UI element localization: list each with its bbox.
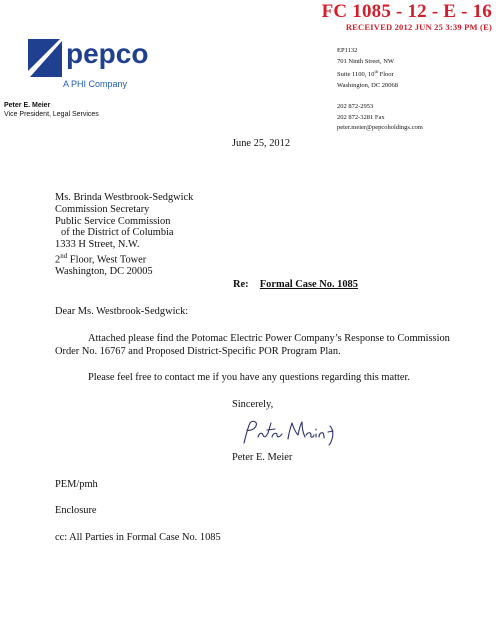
signer-title: Vice President, Legal Services bbox=[4, 111, 99, 118]
contact-block bbox=[337, 102, 423, 134]
address-city: Washington, DC 20068 bbox=[337, 81, 399, 89]
salutation: Dear Ms. Westbrook-Sedgwick: bbox=[55, 306, 189, 317]
recipient-city: Washington, DC 20005 bbox=[55, 266, 153, 278]
enclosure-note: Enclosure bbox=[55, 505, 97, 516]
signature-scribble bbox=[228, 413, 338, 453]
logo-tagline: A PHI Company bbox=[63, 79, 128, 89]
recipient-org-line2: of the District of Columbia bbox=[61, 227, 174, 239]
handwritten-signature bbox=[228, 413, 338, 453]
subject-line bbox=[233, 279, 358, 291]
recipient-floor: 2nd Floor, West Tower bbox=[55, 251, 147, 266]
email-address: peter.meier@pepcoholdings.com bbox=[337, 124, 423, 132]
body-paragraph-2: Please feel free to contact me if you have any questions regarding this matter. bbox=[88, 372, 410, 383]
closing: Sincerely, bbox=[232, 399, 274, 410]
body-paragraph-1-line-1: Attached please find the Potomac Electric Power Company’s Response to Commission bbox=[88, 333, 450, 344]
recipient-title: Commission Secretary bbox=[55, 203, 150, 215]
docket-stamp-code: FC 1085 - 12 - E - 16 bbox=[321, 1, 492, 22]
letter-date: June 25, 2012 bbox=[232, 138, 291, 149]
mail-stop: EP1132 bbox=[337, 47, 358, 54]
address-suite: Suite 1100, 10th Floor bbox=[337, 69, 394, 79]
address-block bbox=[337, 46, 398, 92]
cc-line: cc: All Parties in Formal Case No. 1085 bbox=[55, 532, 221, 543]
recipient-address bbox=[55, 192, 193, 278]
body-paragraph-1-line-2: Order No. 16767 and Proposed District-Specific POR Program Plan. bbox=[55, 346, 341, 357]
subject-case: Formal Case No. 1085 bbox=[259, 279, 358, 290]
address-street: 701 Ninth Street, NW bbox=[337, 57, 395, 65]
recipient-street: 1333 H Street, N.W. bbox=[55, 239, 140, 251]
docket-received-stamp: RECEIVED 2012 JUN 25 3:39 PM (E) bbox=[345, 22, 492, 32]
signer-name: Peter E. Meier bbox=[4, 102, 51, 109]
logo-wordmark: pepco bbox=[66, 38, 149, 69]
typist-initials: PEM/pmh bbox=[55, 479, 98, 490]
phone-number: 202 872-2953 bbox=[337, 103, 374, 110]
recipient-org: Public Service Commission bbox=[55, 215, 171, 227]
signed-name: Peter E. Meier bbox=[232, 452, 293, 463]
subject-label: Re: bbox=[233, 279, 249, 290]
recipient-name: Ms. Brinda Westbrook-Sedgwick bbox=[55, 192, 194, 203]
fax-number: 202 872-3281 Fax bbox=[337, 113, 385, 121]
